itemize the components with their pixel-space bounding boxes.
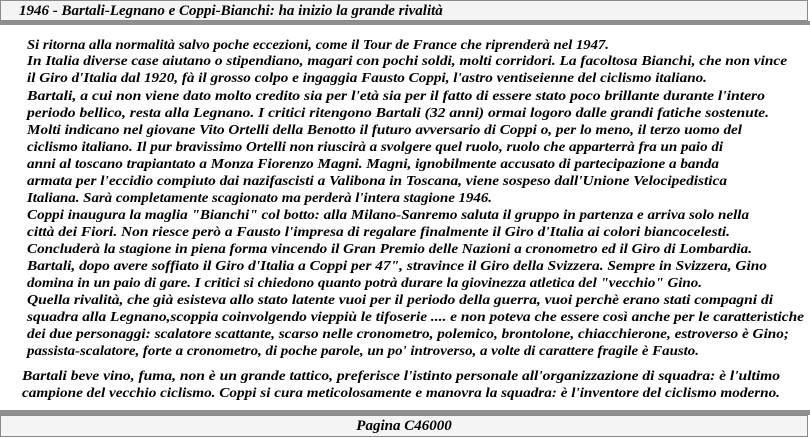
article-line: Bartali, dopo avere soffiato il Giro d'Italia a Coppi per 47", stravince il Giro della Svizzera. Sempre in Svizzera, Gino (27, 258, 767, 273)
article-line: domina in un paio di gare. I critici si chiedono quanto potrà durare la giovinezza atletica del "vecchio" Gino. (27, 275, 702, 290)
article-line: dei due personaggi: scalatore scattante, scarso nelle cronometro, polemico, brontolone, chiacchierone, estroverso è Gino; (27, 326, 790, 341)
page-number-label: Pagina C46000 (356, 418, 452, 434)
article-line: città dei Fiori. Non riesce però a Fausto l'impresa di regalare finalmente il Giro d'Italia ai colori biancocelesti. (27, 224, 730, 239)
article-line: passista-scalatore, forte a cronometro, di poche parole, un po' introverso, a volte di carattere fragile è Fausto. (27, 343, 699, 358)
page-header (0, 0, 808, 21)
article-line: Si ritorna alla normalità salvo poche eccezioni, come il Tour de France che riprenderà nel 1947. (27, 37, 609, 52)
article-line: periodo bellico, resta alla Legnano. I critici ritengono Bartali (32 anni) ormai logoro dalle grandi fatiche sostenute. (27, 105, 770, 120)
article-line: Molti indicano nel giovane Vito Ortelli della Benotto il futuro avversario di Coppi o, per lo meno, il terzo uomo del (27, 122, 743, 137)
article-line: armata per l'eccidio compiuto dai nazifascisti a Valibona in Toscana, viene sospeso dall'Unione Velocipedistica (27, 173, 728, 188)
article-line: Bartali beve vino, fuma, non è un grande tattico, preferisce l'istinto personale all'organizzazione di squadra: è l'ultimo (22, 368, 780, 383)
article-line: anni al toscano trapiantato a Monza Fiorenzo Magni. Magni, ignobilmente accusato di partecipazione a banda (27, 156, 720, 171)
article-line: il Giro d'Italia dal 1920, fà il grosso colpo e ingaggia Fausto Coppi, l'astro ventiseienne del ciclismo italiano. (27, 70, 707, 85)
article-line: squadra alla Legnano,scoppia coinvolgendo vieppiù le tifoserie .... e non poteva che essere così anche per le caratteristiche (27, 309, 804, 324)
page-title: 1946 - Bartali-Legnano e Coppi-Bianchi: ha inizio la grande rivalità (19, 3, 443, 19)
page-footer (0, 415, 808, 437)
article-line: Coppi inaugura la maglia "Bianchi" col botto: alla Milano-Sanremo saluta il gruppo in partenza e arriva solo nella (27, 207, 750, 222)
article-line: Italiana. Sarà completamente scagionato ma perderà l'intera stagione 1946. (27, 190, 493, 205)
article-line: ciclismo italiano. Il pur bravissimo Ortelli non riuscirà a svolgere quel ruolo, ruolo che apparterrà fra un paio di (27, 139, 723, 154)
article-line: campione del vecchio ciclismo. Coppi si cura meticolosamente e manovra la squadra: è l'inventore del ciclismo moderno. (22, 385, 780, 400)
article-line: Quella rivalità, che già esisteva allo stato latente vuoi per il periodo della guerra, vuoi perchè erano stati compagni di (27, 292, 774, 307)
article-line: Bartali, a cui non viene dato molto credito sia per l'età sia per il fatto di essere stato poco brillante durante l'intero (27, 88, 766, 103)
header-divider (0, 21, 810, 25)
article-line: In Italia diverse case aiutano o stipendiano, magari con pochi soldi, molti corridori. La facoltosa Bianchi, che non vince (27, 53, 788, 68)
article-line: Concluderà la stagione in piena forma vincendo il Gran Premio delle Nazioni a cronometro ed il Giro di Lombardia. (27, 241, 752, 256)
